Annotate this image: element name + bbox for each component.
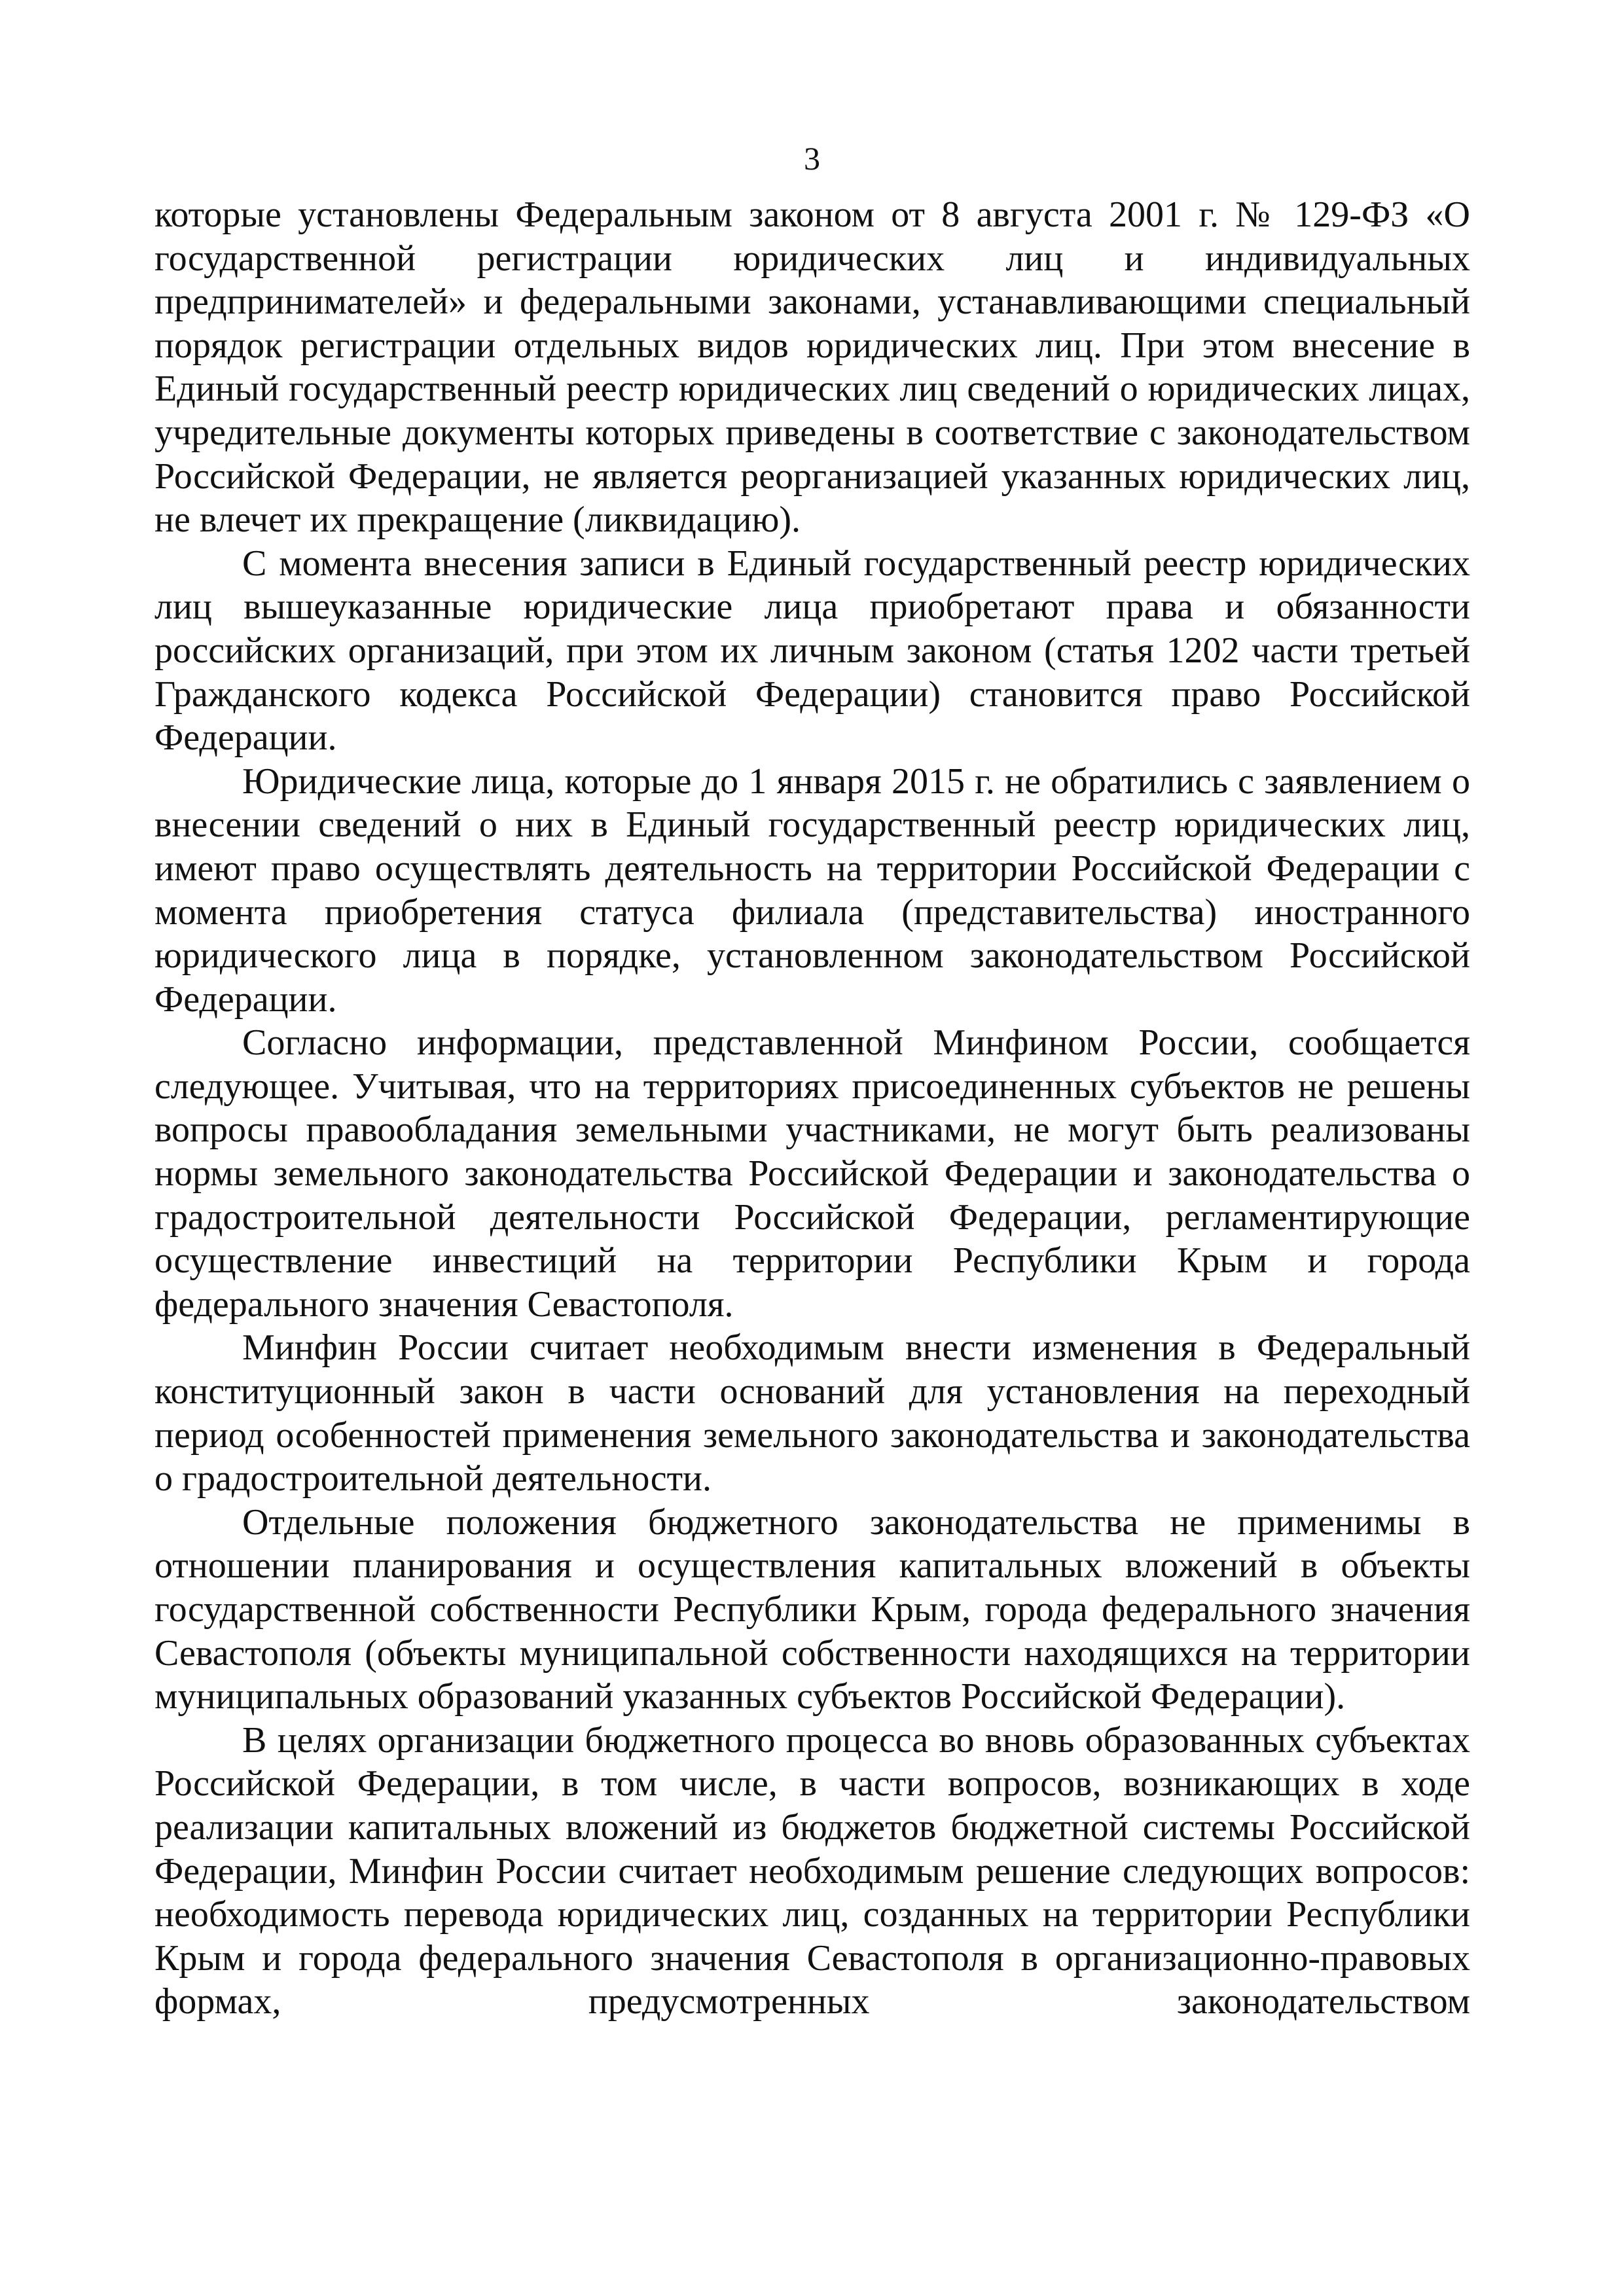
page-number: 3 — [804, 140, 820, 177]
paragraph-minfin-information: Согласно информации, представленной Минфином России, сообщается следующее. Учитывая, что на территориях присоединенных субъектов не решены вопросы правообладания земельными участниками, не могут быть реализованы нормы земельного законодательства Российской Федерации и законодательства о градостроительной деятельности Российской Федерации, регламентирующие осуществление инвестиций на территории Республики Крым и города федерального значения Севастополя. — [154, 1022, 1470, 1325]
paragraph-registration-continuation: которые установлены Федеральным законом от 8 августа 2001 г. № 129-ФЗ «О государственной регистрации юридических лиц и индивидуальных предпринимателей» и федеральными законами, устанавливающими специальный порядок регистрации отдельных видов юридических лиц. При этом внесение в Единый государственный реестр юридических лиц сведений о юридических лицах, учредительные документы которых приведены в соответствие с законодательством Российской Федерации, не является реорганизацией указанных юридических лиц, не влечет их прекращение (ликвидацию). — [154, 194, 1470, 541]
paragraph-registry-entry: С момента внесения записи в Единый государственный реестр юридических лиц вышеуказанные юридические лица приобретают права и обязанности российских организаций, при этом их личным законом (статья 1202 части третьей Гражданского кодекса Российской Федерации) становится право Российской Федерации. — [154, 543, 1470, 759]
paragraph-unregistered-entities: Юридические лица, которые до 1 января 2015 г. не обратились с заявлением о внесении сведений о них в Единый государственный реестр юридических лиц, имеют право осуществлять деятельность на территории Российской Федерации с момента приобретения статуса филиала (представительства) иностранного юридического лица в порядке, установленном законодательством Российской Федерации. — [154, 761, 1470, 1020]
document-body — [154, 193, 1470, 2024]
paragraph-budget-process: В целях организации бюджетного процесса во вновь образованных субъектах Российской Федерации, в том числе, в части вопросов, возникающих в ходе реализации капитальных вложений из бюджетов бюджетной системы Российской Федерации, Минфин России считает необходимым решение следующих вопросов: необходимость перевода юридических лиц, созданных на территории Республики Крым и города федерального значения Севастополя в организационно-правовых формах, предусмотренных законодательством — [154, 1719, 1470, 2022]
paragraph-minfin-proposal: Минфин России считает необходимым внести изменения в Федеральный конституционный закон в части оснований для установления на переходный период особенностей применения земельного законодательства и законодательства о градостроительной деятельности. — [154, 1327, 1470, 1499]
paragraph-budget-legislation: Отдельные положения бюджетного законодательства не применимы в отношении планирования и осуществления капитальных вложений в объекты государственной собственности Республики Крым, города федерального значения Севастополя (объекты муниципальной собственности находящихся на территории муниципальных образований указанных субъектов Российской Федерации). — [154, 1501, 1470, 1717]
